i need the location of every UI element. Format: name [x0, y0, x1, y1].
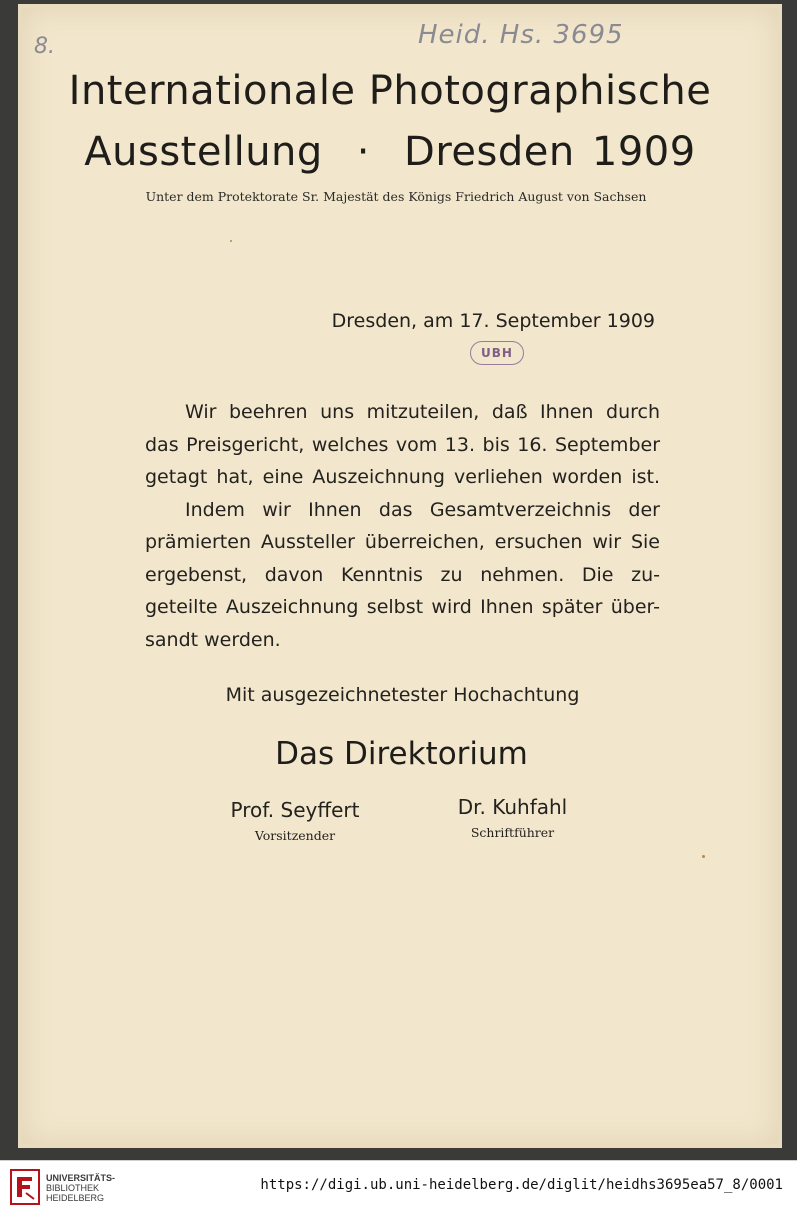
letterhead-subtitle: Unter dem Protektorate Sr. Majestät des Königs Friedrich August von Sachsen [145, 189, 647, 204]
signatory-role: Schriftführer [470, 825, 555, 840]
body-line: ergebenst, davon Kenntnis zu nehmen. Die zu- [145, 563, 660, 586]
body-line: prämierten Aussteller überreichen, ersuchen wir Sie [145, 531, 660, 553]
letter-body [145, 396, 660, 656]
university-library-logo-icon[interactable] [10, 1169, 40, 1205]
paper-speck [702, 855, 705, 858]
body-line: das Preisgericht, welches vom 13. bis 16. September [145, 433, 660, 456]
signatory-secretary [425, 795, 600, 840]
body-line: getagt hat, eine Auszeichnung verliehen worden ist. [145, 466, 660, 488]
paper-speck [230, 240, 232, 242]
organization-name: Das Direktorium [275, 736, 528, 772]
letterhead-ausstellung: Ausstellung [84, 129, 323, 175]
library-name-line-3: HEIDELBERG [46, 1193, 105, 1203]
body-line: geteilte Auszeichnung selbst wird Ihnen später über- [145, 596, 660, 618]
body-line: Wir beehren uns mitzuteilen, daß Ihnen durch [185, 401, 660, 423]
body-line: Indem wir Ihnen das Gesamtverzeichnis der [185, 498, 660, 521]
body-line: sandt werden. [145, 628, 281, 651]
viewer-footer [0, 1160, 797, 1216]
letterhead-title-line-1: Internationale Photographische [68, 68, 712, 114]
document-url-link[interactable]: https://digi.ub.uni-heidelberg.de/diglit/heidhs3695ea57_8/0001 [260, 1177, 783, 1193]
handwritten-page-number: 8. [34, 34, 55, 59]
signatory-name: Dr. Kuhfahl [457, 795, 568, 819]
date-line: Dresden, am 17. September 1909 [331, 310, 655, 332]
letterhead-title-line-2 [60, 129, 720, 175]
library-stamp: UBH [470, 341, 524, 365]
letterhead-dresden-1909: Dresden 1909 [404, 129, 696, 175]
signatory-chairman [205, 798, 385, 843]
signatory-name: Prof. Seyffert [230, 798, 360, 822]
handwritten-shelfmark: Heid. Hs. 3695 [418, 20, 624, 50]
letterhead-separator: · [356, 129, 371, 175]
closing-salutation: Mit ausgezeichnetester Hochachtung [225, 684, 580, 706]
library-name-line-1: UNIVERSITÄTS- [46, 1173, 116, 1183]
signatory-role: Vorsitzender [254, 828, 336, 843]
library-name [46, 1173, 115, 1203]
library-name-line-2: BIBLIOTHEK [46, 1183, 100, 1193]
